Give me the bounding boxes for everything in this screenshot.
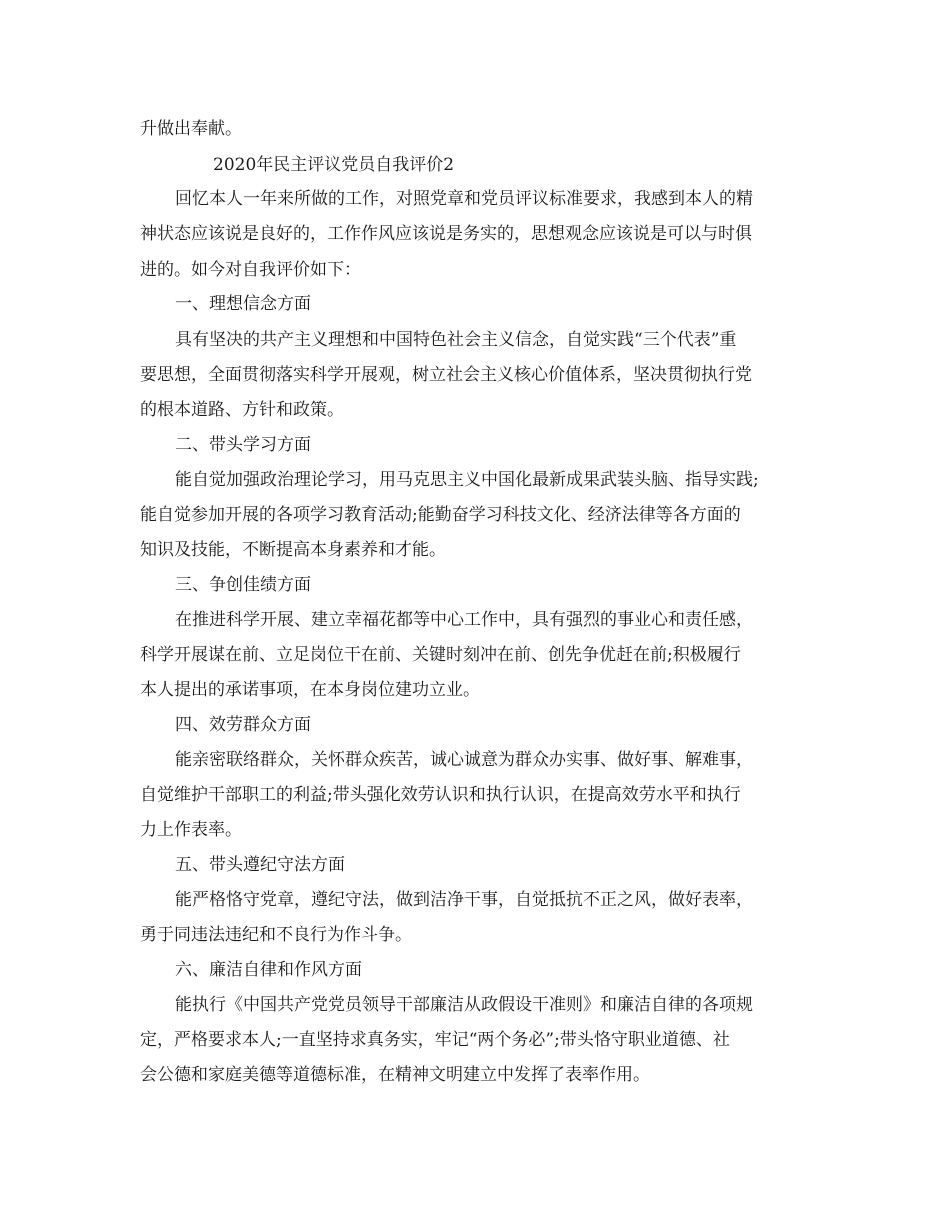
section-heading: 二、带头学习方面 bbox=[175, 435, 311, 455]
paragraph-line: 回忆本人一年来所做的工作，对照党章和党员评议标准要求，我感到本人的精 bbox=[175, 189, 753, 209]
paragraph-line: 要思想，全面贯彻落实科学开展观，树立社会主义核心价值体系，坚决贯彻执行党 bbox=[140, 365, 752, 385]
paragraph-line: 能执行《中国共产党党员领导干部廉洁从政假设干准则》和廉洁自律的各项规 bbox=[175, 995, 753, 1015]
paragraph-line: 在推进科学开展、建立幸福花都等中心工作中，具有强烈的事业心和责任感， bbox=[175, 610, 753, 630]
paragraph-line: 神状态应该说是良好的，工作作风应该说是务实的，思想观念应该说是可以与时俱 bbox=[140, 224, 752, 244]
section-heading: 六、廉洁自律和作风方面 bbox=[175, 960, 362, 980]
section-title: 2020年民主评议党员自我评价2 bbox=[213, 155, 455, 175]
paragraph-line: 进的。如今对自我评价如下： bbox=[140, 260, 361, 280]
paragraph-line: 的根本道路、方针和政策。 bbox=[140, 400, 344, 420]
paragraph-line: 科学开展谋在前、立足岗位干在前、关键时刻冲在前、创先争优赶在前;积极履行 bbox=[140, 645, 741, 665]
section-heading: 四、效劳群众方面 bbox=[175, 715, 311, 735]
paragraph-line: 勇于同违法违纪和不良行为作斗争。 bbox=[140, 925, 412, 945]
paragraph-line: 知识及技能，不断提高本身素养和才能。 bbox=[140, 540, 446, 560]
paragraph-line: 会公德和家庭美德等道德标准，在精神文明建立中发挥了表率作用。 bbox=[140, 1065, 650, 1085]
paragraph-line: 升做出奉献。 bbox=[140, 119, 242, 139]
paragraph-line: 自觉维护干部职工的利益;带头强化效劳认识和执行认识，在提高效劳水平和执行 bbox=[140, 785, 741, 805]
section-heading: 三、争创佳绩方面 bbox=[175, 575, 311, 595]
paragraph-line: 能亲密联络群众，关怀群众疾苦，诚心诚意为群众办实事、做好事、解难事， bbox=[175, 750, 753, 770]
paragraph-line: 定，严格要求本人;一直坚持求真务实，牢记“两个务必”;带头恪守职业道德、社 bbox=[140, 1030, 730, 1050]
paragraph-line: 能自觉参加开展的各项学习教育活动;能勤奋学习科技文化、经济法律等各方面的 bbox=[140, 505, 741, 525]
paragraph-line: 具有坚决的共产主义理想和中国特色社会主义信念，自觉实践“三个代表”重 bbox=[175, 330, 737, 350]
section-heading: 一、理想信念方面 bbox=[175, 294, 311, 314]
paragraph-line: 能严格恪守党章，遵纪守法，做到洁净干事，自觉抵抗不正之风，做好表率， bbox=[175, 890, 753, 910]
section-heading: 五、带头遵纪守法方面 bbox=[175, 855, 345, 875]
paragraph-line: 本人提出的承诺事项，在本身岗位建功立业。 bbox=[140, 680, 480, 700]
paragraph-line: 力上作表率。 bbox=[140, 820, 242, 840]
paragraph-line: 能自觉加强政治理论学习，用马克思主义中国化最新成果武装头脑、指导实践; bbox=[175, 470, 759, 490]
